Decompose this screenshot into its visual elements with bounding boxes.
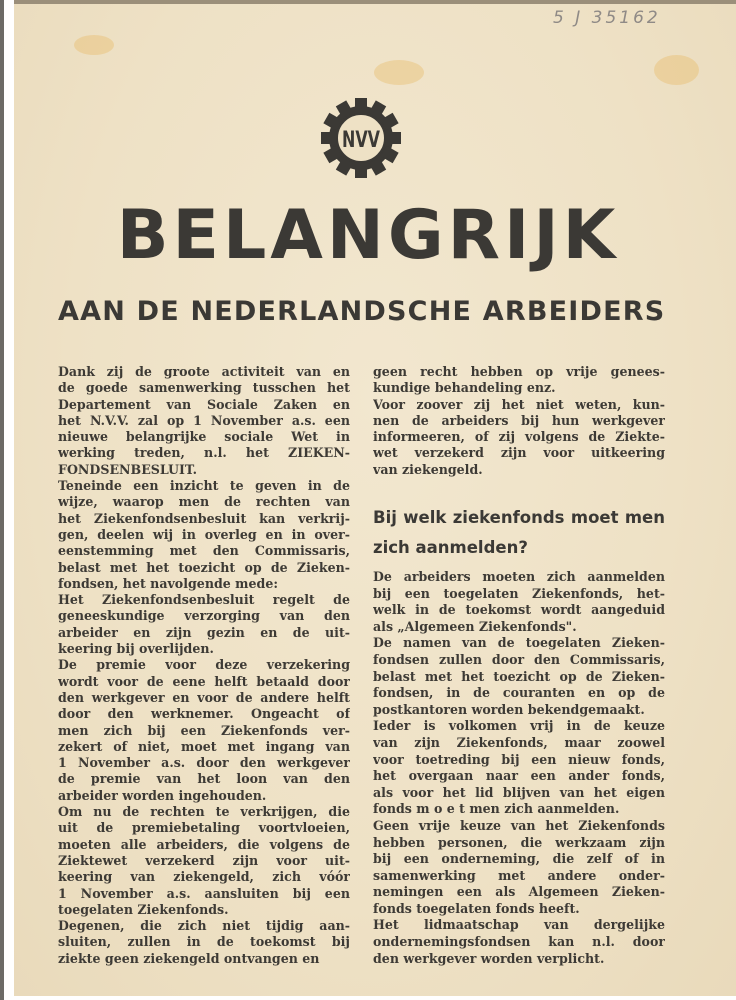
gear-tooth — [355, 98, 367, 112]
gear-tooth — [387, 132, 401, 144]
text-line: fondsen, het navolgende mede: — [58, 575, 278, 591]
text-line: Om nu de rechten te verkrijgen, die — [58, 804, 350, 820]
text-line: De premie voor deze verzekering — [58, 657, 350, 673]
text-line: gen, deelen wij in overleg en in over- — [58, 526, 350, 542]
text-line: Departement van Sociale Zaken en — [58, 396, 350, 412]
text-line: postkantoren worden bekendgemaakt. — [373, 701, 645, 717]
text-line: door den werknemer. Ongeacht of — [58, 706, 350, 722]
stain — [374, 60, 424, 85]
text-line: Degenen, die zich niet tijdig aan- — [58, 918, 350, 934]
text-line: nemingen een als Algemeen Zieken- — [373, 884, 665, 900]
text-line: 1 November a.s. aansluiten bij een — [58, 885, 350, 901]
text-line: Ieder is volkomen vrij in de keuze — [373, 718, 665, 734]
text-line: wet verzekerd zijn voor uitkeering — [373, 445, 665, 461]
text-line: van ziekengeld. — [373, 461, 483, 477]
text-line: wijze, waarop men de rechten van — [58, 494, 350, 510]
paragraph — [373, 718, 665, 818]
text-line: fonds m o e t men zich aanmelden. — [373, 801, 620, 817]
text-line: het overgaan naar een ander fonds, — [373, 768, 665, 784]
document-title: BELANGRIJK — [116, 196, 620, 275]
paragraph — [373, 569, 665, 635]
scan-edge — [0, 0, 4, 1000]
text-line: men zich bij een Ziekenfonds ver- — [58, 722, 350, 738]
text-line: wordt voor de eene helft betaald door — [58, 673, 350, 689]
text-line: De namen van de toegelaten Zieken- — [373, 635, 665, 651]
text-line: de premie van het loon van den — [58, 771, 350, 787]
text-line: als voor het lid blijven van het eigen — [373, 784, 665, 800]
logo-text: NVV — [342, 128, 380, 153]
paragraph — [373, 364, 665, 397]
text-line: arbeider worden ingehouden. — [58, 787, 267, 803]
text-line: het Ziekenfondsenbesluit kan verkrij- — [58, 510, 350, 526]
paragraph — [58, 478, 350, 592]
text-line: ziekte geen ziekengeld ontvangen en — [58, 950, 320, 966]
text-line: De arbeiders moeten zich aanmelden — [373, 569, 665, 584]
text-line: FONDSENBESLUIT. — [58, 461, 198, 477]
paragraph — [58, 804, 350, 918]
text-line: bij een toegelaten Ziekenfonds, het- — [373, 585, 665, 601]
text-line: fonds toegelaten fonds heeft. — [373, 900, 580, 916]
text-line: de goede samenwerking tusschen het — [58, 380, 350, 396]
paragraph — [58, 657, 350, 804]
paragraph — [58, 592, 350, 657]
paragraph — [373, 635, 665, 718]
text-line: uit de premiebetaling voortvloeien, — [58, 820, 350, 836]
paper-top-edge — [14, 0, 736, 4]
text-line: keering van ziekengeld, zich vóór — [58, 869, 350, 885]
gear-tooth — [321, 132, 335, 144]
text-line: het N.V.V. zal op 1 November a.s. een — [58, 412, 350, 428]
text-line: Het lidmaatschap van dergelijke — [373, 917, 665, 933]
right-column-bottom — [373, 569, 665, 967]
stain — [654, 55, 699, 85]
right-column-top — [373, 364, 665, 478]
text-line: Voor zoover zij het niet weten, kun- — [373, 396, 665, 412]
paragraph — [373, 397, 665, 478]
text-line: Ziektewet verzekerd zijn voor uit- — [58, 852, 350, 868]
text-line: moeten alle arbeiders, die volgens de — [58, 836, 350, 852]
text-line: werking treden, n.l. het ZIEKEN- — [58, 445, 350, 461]
text-line: geen recht hebben op vrije genees- — [373, 364, 665, 379]
text-line: keering bij overlijden. — [58, 641, 214, 657]
text-line: den werkgever en voor de andere helft — [58, 689, 350, 705]
document-subtitle: AAN DE NEDERLANDSCHE ARBEIDERS — [58, 296, 666, 327]
text-line: fondsen, in de couranten en op de — [373, 685, 665, 701]
section-heading-line-2: zich aanmelden? — [373, 538, 528, 557]
text-line: informeeren, of zij volgens de Ziekte- — [373, 429, 665, 445]
text-line: als „Algemeen Ziekenfonds". — [373, 618, 577, 634]
text-line: arbeider en zijn gezin en de uit- — [58, 624, 350, 640]
gear-tooth — [355, 164, 367, 178]
text-line: kundige behandeling enz. — [373, 380, 556, 396]
text-line: geneeskundige verzorging van den — [58, 608, 350, 624]
catalogue-number: 5 J 35162 — [553, 8, 661, 28]
text-line: toegelaten Ziekenfonds. — [58, 901, 229, 917]
text-line: fondsen zullen door den Commissaris, — [373, 651, 665, 667]
text-line: eenstemming met den Commissaris, — [58, 543, 350, 559]
paragraph — [58, 918, 350, 967]
nvv-gear-logo-icon — [320, 97, 402, 179]
text-line: bij een onderneming, die zelf of in — [373, 851, 665, 867]
text-line: nen de arbeiders bij hun werkgever — [373, 412, 665, 428]
text-line: van zijn Ziekenfonds, maar zoowel — [373, 734, 665, 750]
text-line: Het Ziekenfondsenbesluit regelt de — [58, 592, 350, 608]
text-line: hebben personen, die werkzaam zijn — [373, 834, 665, 850]
text-line: sluiten, zullen in de toekomst bij — [58, 934, 350, 950]
text-line: nieuwe belangrijke sociale Wet in — [58, 429, 350, 445]
text-line: Teneinde een inzicht te geven in de — [58, 478, 350, 494]
text-line: welk in de toekomst wordt aangeduid — [373, 602, 665, 618]
left-column — [58, 364, 350, 967]
text-line: Dank zij de groote activiteit van en — [58, 364, 350, 379]
paragraph — [373, 818, 665, 918]
text-line: samenwerking met andere onder- — [373, 867, 665, 883]
text-line: voor toetreding bij een nieuw fonds, — [373, 751, 665, 767]
text-line: zekert of niet, moet met ingang van — [58, 738, 350, 754]
text-line: ondernemingsfondsen kan n.l. door — [373, 934, 665, 950]
text-line: belast met het toezicht op de Zieken- — [58, 559, 350, 575]
paragraph — [58, 364, 350, 478]
stain — [74, 35, 114, 55]
text-line: Geen vrije keuze van het Ziekenfonds — [373, 817, 665, 833]
paragraph — [373, 917, 665, 967]
text-line: den werkgever worden verplicht. — [373, 950, 605, 966]
text-line: belast met het toezicht op de Zieken- — [373, 668, 665, 684]
text-line: 1 November a.s. door den werkgever — [58, 755, 350, 771]
section-heading-line-1: Bij welk ziekenfonds moet men — [373, 508, 665, 527]
